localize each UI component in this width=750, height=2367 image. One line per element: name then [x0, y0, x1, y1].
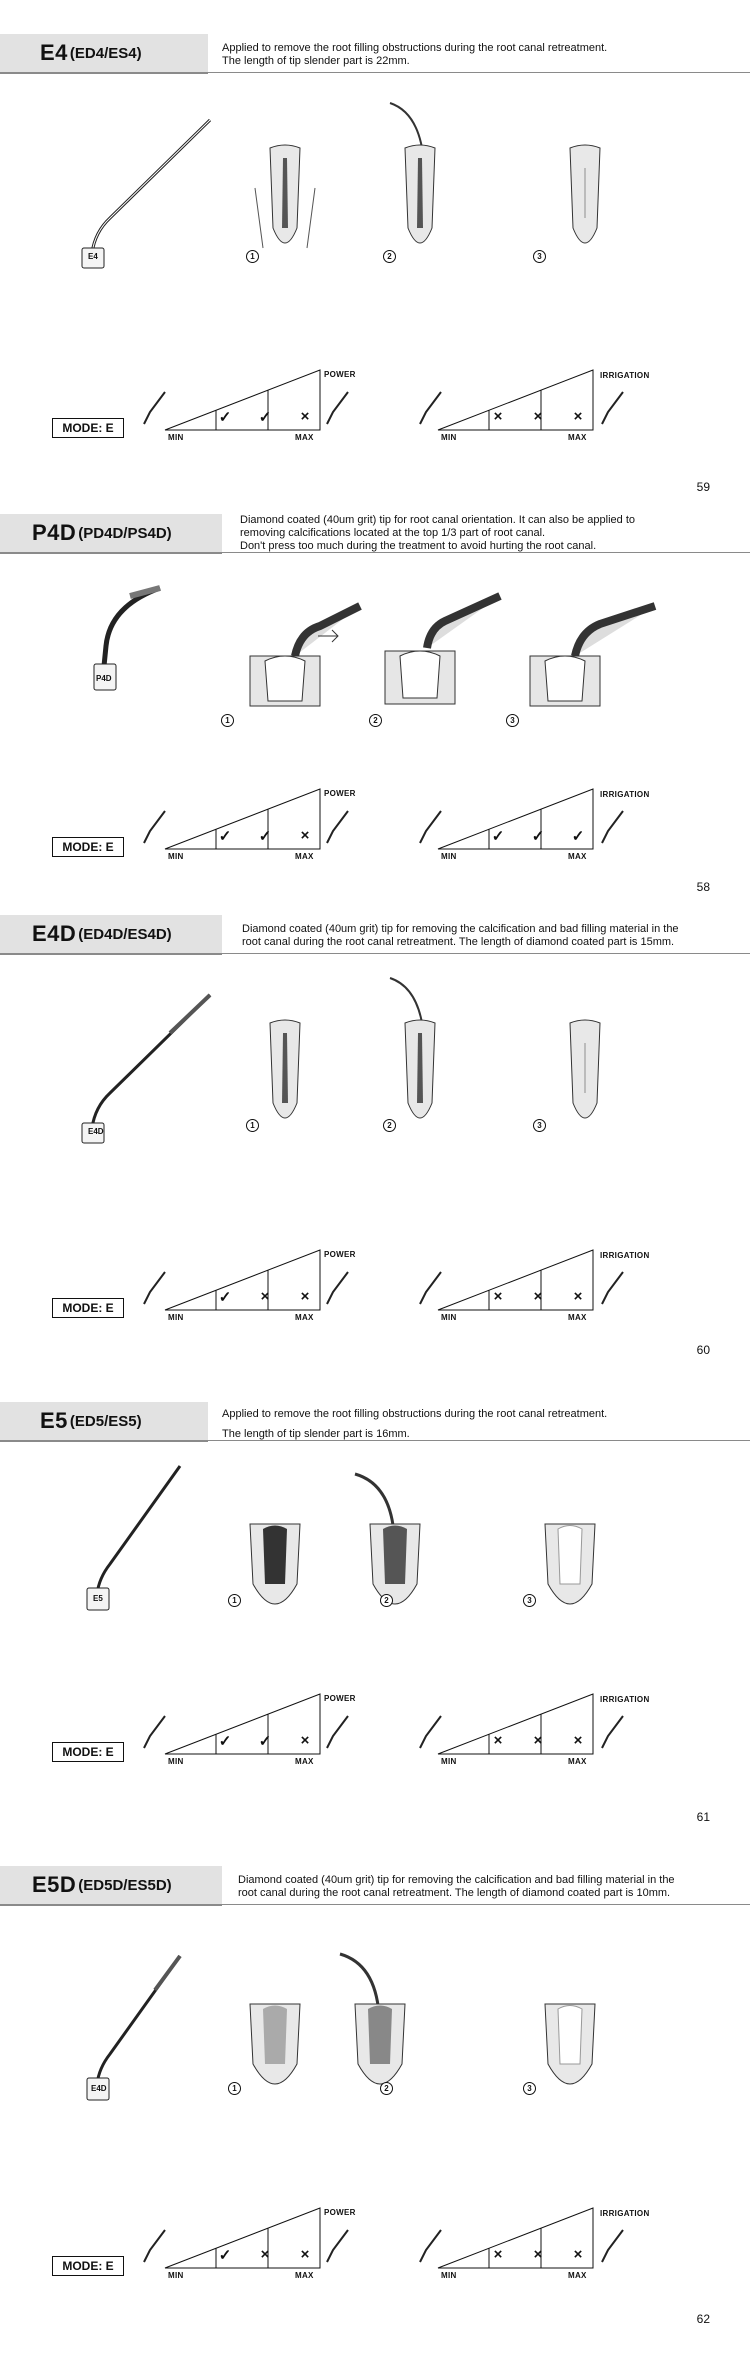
irrigation-mark: × [493, 408, 503, 425]
title-bar [0, 915, 222, 955]
tip-body-label: E5 [93, 1594, 103, 1603]
title-rule [0, 72, 750, 73]
tooth-illustration-3 [530, 596, 660, 716]
mode-label: MODE: E [52, 2256, 124, 2276]
tooth-illustration-3 [555, 1023, 615, 1133]
handpiece-left-icon [140, 1714, 170, 1754]
irrigation-max-label: MAX [568, 433, 587, 442]
tip-title: E4 [40, 40, 68, 65]
irrigation-max-label: MAX [568, 2271, 587, 2280]
step-3-marker: 3 [523, 1594, 536, 1607]
irrigation-max-label: MAX [568, 1757, 587, 1766]
power-mark: ✓ [218, 828, 232, 845]
irrigation-mark: × [573, 2246, 583, 2263]
irrigation-label: IRRIGATION [600, 1695, 650, 1704]
handpiece-right-icon [323, 390, 353, 430]
power-label: POWER [324, 1694, 356, 1703]
power-mark: × [300, 408, 310, 425]
tooth-illustration-3 [555, 148, 615, 258]
tip-body-label: E4D [91, 2084, 107, 2093]
irrigation-mark: × [573, 408, 583, 425]
scaler-tip-illustration [80, 118, 220, 268]
power-mark: × [300, 1732, 310, 1749]
handpiece-right-icon [323, 2228, 353, 2268]
step-3-marker: 3 [523, 2082, 536, 2095]
power-min-label: MIN [168, 433, 184, 442]
tip-title: E5 [40, 1408, 68, 1433]
irrigation-left-icon [416, 2228, 446, 2268]
irrigation-mark: ✓ [571, 828, 585, 845]
power-max-label: MAX [295, 1757, 314, 1766]
step-1-marker: 1 [228, 2082, 241, 2095]
tooth-illustration-1 [240, 596, 370, 716]
figures [0, 1464, 750, 1724]
power-label: POWER [324, 370, 356, 379]
irrigation-mark: × [573, 1288, 583, 1305]
power-mark: ✓ [218, 409, 232, 426]
tip-models: (ED4D/ES4D) [78, 925, 172, 943]
irrigation-max-label: MAX [568, 1313, 587, 1322]
power-mark: ✓ [258, 409, 272, 426]
page-number: 61 [696, 1810, 710, 1824]
irrigation-min-label: MIN [441, 433, 457, 442]
irrigation-mark: × [533, 1288, 543, 1305]
figures [0, 1954, 750, 2214]
tooth-illustration-2 [335, 1954, 415, 2104]
mode-label: MODE: E [52, 1298, 124, 1318]
scaler-tip-illustration [80, 993, 220, 1143]
irrigation-right-icon [598, 390, 628, 430]
power-mark: ✓ [258, 828, 272, 845]
irrigation-label: IRRIGATION [600, 1251, 650, 1260]
scaler-tip-illustration [85, 1954, 195, 2104]
step-2-marker: 2 [383, 1119, 396, 1132]
power-mark: × [260, 2246, 270, 2263]
step-1-marker: 1 [221, 714, 234, 727]
power-min-label: MIN [168, 852, 184, 861]
title-bar [0, 34, 208, 74]
power-mark: ✓ [218, 1289, 232, 1306]
figures [0, 993, 750, 1253]
handpiece-left-icon [140, 1270, 170, 1310]
tip-title: E4D [32, 921, 77, 946]
handpiece-right-icon [323, 1714, 353, 1754]
tooth-illustration-1 [245, 2004, 305, 2104]
mode-label: MODE: E [52, 418, 124, 438]
power-mark: ✓ [218, 2247, 232, 2264]
title-bar [0, 514, 222, 554]
section-e4d [0, 915, 750, 1365]
tooth-illustration-3 [540, 1524, 600, 1624]
handpiece-left-icon [140, 809, 170, 849]
tip-body-label: E4 [88, 252, 98, 261]
tooth-illustration-2 [380, 103, 460, 253]
tip-models: (ED5/ES5) [69, 1412, 142, 1430]
power-mark: × [300, 2246, 310, 2263]
handpiece-left-icon [140, 390, 170, 430]
page-number: 62 [696, 2312, 710, 2326]
power-max-label: MAX [295, 852, 314, 861]
step-2-marker: 2 [380, 1594, 393, 1607]
irrigation-mark: ✓ [531, 828, 545, 845]
page-number: 58 [696, 880, 710, 894]
page-number: 59 [696, 480, 710, 494]
irrigation-right-icon [598, 1270, 628, 1310]
irrigation-mark: × [533, 2246, 543, 2263]
handpiece-left-icon [140, 2228, 170, 2268]
power-min-label: MIN [168, 1757, 184, 1766]
power-label: POWER [324, 2208, 356, 2217]
section-e4 [0, 34, 750, 494]
step-2-marker: 2 [383, 250, 396, 263]
step-1-marker: 1 [246, 1119, 259, 1132]
irrigation-left-icon [416, 390, 446, 430]
step-2-marker: 2 [369, 714, 382, 727]
figures [0, 118, 750, 378]
irrigation-mark: × [493, 1732, 503, 1749]
irrigation-left-icon [416, 1714, 446, 1754]
title-bar [0, 1402, 208, 1442]
irrigation-min-label: MIN [441, 1313, 457, 1322]
irrigation-max-label: MAX [568, 852, 587, 861]
power-max-label: MAX [295, 2271, 314, 2280]
power-label: POWER [324, 789, 356, 798]
tooth-illustration-1 [255, 1023, 315, 1133]
description: Diamond coated (40um grit) tip for removing the calcification and bad filling material in the root canal during the root canal retreatment. The length of diamond coated part is 15mm. [242, 923, 679, 948]
irrigation-mark: × [493, 1288, 503, 1305]
power-mark: ✓ [258, 1733, 272, 1750]
irrigation-mark: ✓ [491, 828, 505, 845]
tip-models: (ED4/ES4) [69, 44, 142, 62]
scaler-tip-illustration [85, 1464, 195, 1614]
tip-models: (PD4D/PS4D) [78, 524, 172, 542]
section-e5 [0, 1402, 750, 1832]
description: Diamond coated (40um grit) tip for removing the calcification and bad filling material in the root canal during the root canal retreatment. The length of diamond coated part is 10mm. [238, 1874, 675, 1899]
title-rule [0, 1904, 750, 1905]
power-min-label: MIN [168, 1313, 184, 1322]
tip-title: P4D [32, 520, 77, 545]
step-3-marker: 3 [506, 714, 519, 727]
section-p4d [0, 514, 750, 904]
description: Diamond coated (40um grit) tip for root canal orientation. It can also be applied to removing calcifications located at the top 1/3 part of root canal. Don't press too much during the treatment to avoid hurting the root canal. [240, 514, 636, 552]
power-mark: × [300, 827, 310, 844]
irrigation-right-icon [598, 2228, 628, 2268]
mode-label: MODE: E [52, 837, 124, 857]
power-mark: × [300, 1288, 310, 1305]
tooth-illustration-3 [540, 2004, 600, 2104]
section-e5d [0, 1866, 750, 2326]
irrigation-label: IRRIGATION [600, 2209, 650, 2218]
irrigation-min-label: MIN [441, 852, 457, 861]
description: Applied to remove the root filling obstructions during the root canal retreatment. The length of tip slender part is 16mm. [222, 1408, 608, 1440]
irrigation-min-label: MIN [441, 2271, 457, 2280]
description: Applied to remove the root filling obstructions during the root canal retreatment. The length of tip slender part is 22mm. [222, 42, 608, 67]
tip-title: E5D [32, 1872, 77, 1897]
figures [0, 586, 750, 776]
tooth-illustration-2 [375, 586, 505, 706]
irrigation-left-icon [416, 809, 446, 849]
title-rule [0, 953, 750, 954]
irrigation-right-icon [598, 809, 628, 849]
handpiece-right-icon [323, 809, 353, 849]
page-number: 60 [696, 1343, 710, 1357]
power-mark: × [260, 1288, 270, 1305]
title-bar [0, 1866, 222, 1906]
power-mark: ✓ [218, 1733, 232, 1750]
power-min-label: MIN [168, 2271, 184, 2280]
mode-label: MODE: E [52, 1742, 124, 1762]
irrigation-left-icon [416, 1270, 446, 1310]
irrigation-label: IRRIGATION [600, 371, 650, 380]
step-1-marker: 1 [228, 1594, 241, 1607]
irrigation-min-label: MIN [441, 1757, 457, 1766]
tip-models: (ED5D/ES5D) [78, 1876, 172, 1894]
irrigation-mark: × [533, 1732, 543, 1749]
scaler-tip-illustration [90, 586, 170, 706]
irrigation-mark: × [573, 1732, 583, 1749]
step-2-marker: 2 [380, 2082, 393, 2095]
step-1-marker: 1 [246, 250, 259, 263]
irrigation-mark: × [533, 408, 543, 425]
tip-body-label: P4D [96, 674, 112, 683]
tooth-illustration-1 [255, 148, 315, 258]
step-3-marker: 3 [533, 1119, 546, 1132]
power-max-label: MAX [295, 1313, 314, 1322]
irrigation-label: IRRIGATION [600, 790, 650, 799]
power-label: POWER [324, 1250, 356, 1259]
step-3-marker: 3 [533, 250, 546, 263]
power-max-label: MAX [295, 433, 314, 442]
irrigation-mark: × [493, 2246, 503, 2263]
handpiece-right-icon [323, 1270, 353, 1310]
tip-body-label: E4D [88, 1127, 104, 1136]
tooth-illustration-1 [245, 1524, 305, 1624]
tooth-illustration-2 [380, 978, 460, 1128]
irrigation-right-icon [598, 1714, 628, 1754]
